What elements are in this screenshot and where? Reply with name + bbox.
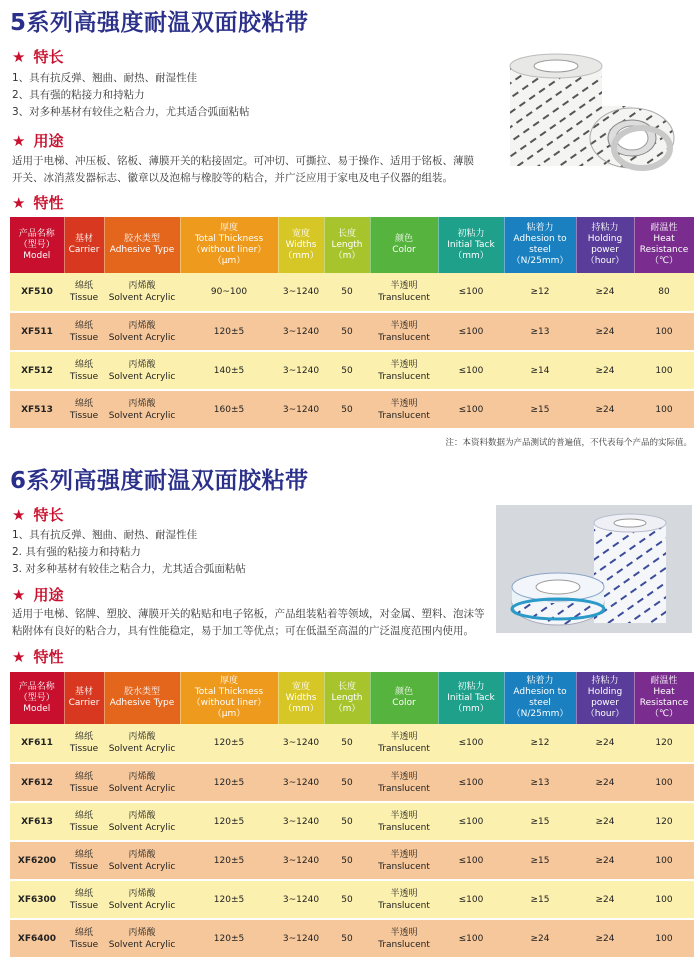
cell-heat: 80 bbox=[634, 273, 694, 312]
col-width-header: 宽度 Widths （mm） bbox=[278, 217, 324, 273]
cell-adhesive: 丙烯酸 Solvent Acrylic bbox=[104, 763, 180, 802]
cell-holding: ≥24 bbox=[576, 763, 634, 802]
cell-length: 50 bbox=[324, 724, 370, 763]
table-row bbox=[10, 919, 694, 958]
section5-features-heading bbox=[12, 46, 63, 67]
table-row bbox=[10, 351, 694, 390]
cell-color: 半透明 Translucent bbox=[370, 724, 438, 763]
section6-features-title: 特长 bbox=[33, 506, 64, 524]
cell-adhesion: ≥15 bbox=[504, 802, 576, 841]
cell-holding: ≥24 bbox=[576, 351, 634, 390]
cell-adhesive: 丙烯酸 Solvent Acrylic bbox=[104, 724, 180, 763]
cell-heat: 120 bbox=[634, 724, 694, 763]
cell-thickness: 120±5 bbox=[180, 841, 278, 880]
cell-heat: 100 bbox=[634, 919, 694, 958]
cell-holding: ≥24 bbox=[576, 802, 634, 841]
cell-adhesion: ≥13 bbox=[504, 312, 576, 351]
table-row bbox=[10, 880, 694, 919]
cell-length: 50 bbox=[324, 880, 370, 919]
cell-color: 半透明 Translucent bbox=[370, 802, 438, 841]
cell-adhesive: 丙烯酸 Solvent Acrylic bbox=[104, 351, 180, 390]
cell-tack: ≤100 bbox=[438, 351, 504, 390]
section6-spec-table bbox=[10, 672, 695, 959]
col-width-header: 宽度 Widths （mm） bbox=[278, 672, 324, 724]
cell-thickness: 120±5 bbox=[180, 763, 278, 802]
cell-model: XF612 bbox=[10, 763, 64, 802]
section6-usage-title: 用途 bbox=[33, 586, 64, 604]
section6-features-list bbox=[12, 527, 246, 578]
col-tack-header: 初粘力 Initial Tack （mm） bbox=[438, 672, 504, 724]
cell-holding: ≥24 bbox=[576, 919, 634, 958]
cell-adhesion: ≥12 bbox=[504, 724, 576, 763]
cell-color: 半透明 Translucent bbox=[370, 273, 438, 312]
cell-model: XF613 bbox=[10, 802, 64, 841]
cell-color: 半透明 Translucent bbox=[370, 841, 438, 880]
col-color-header: 颜色 Color bbox=[370, 672, 438, 724]
cell-model: XF611 bbox=[10, 724, 64, 763]
data-disclaimer-note: 注：本资料数据为产品测试的普遍值，不代表每个产品的实际值。 bbox=[445, 438, 692, 448]
cell-heat: 100 bbox=[634, 351, 694, 390]
cell-holding: ≥24 bbox=[576, 724, 634, 763]
cell-tack: ≤100 bbox=[438, 390, 504, 429]
cell-width: 3~1240 bbox=[278, 802, 324, 841]
cell-holding: ≥24 bbox=[576, 880, 634, 919]
usage-line: 适用于电梯、冲压板、铭板、薄膜开关的粘接固定。可冲切、可撕拉、易于操作、适用于铭板、薄膜 bbox=[12, 155, 474, 167]
section6-props-heading bbox=[12, 646, 63, 667]
cell-thickness: 120±5 bbox=[180, 312, 278, 351]
star-icon: ★ bbox=[12, 648, 26, 666]
table-row bbox=[10, 724, 694, 763]
cell-color: 半透明 Translucent bbox=[370, 351, 438, 390]
col-adhesion-header: 粘着力 Adhesion to steel （N/25mm） bbox=[504, 217, 576, 273]
cell-tack: ≤100 bbox=[438, 312, 504, 351]
cell-length: 50 bbox=[324, 802, 370, 841]
cell-thickness: 120±5 bbox=[180, 802, 278, 841]
cell-adhesive: 丙烯酸 Solvent Acrylic bbox=[104, 919, 180, 958]
tape-rolls-photo bbox=[492, 46, 692, 174]
cell-color: 半透明 Translucent bbox=[370, 763, 438, 802]
table-row bbox=[10, 390, 694, 429]
col-tack-header: 初粘力 Initial Tack （mm） bbox=[438, 217, 504, 273]
section5-props-title: 特性 bbox=[33, 194, 64, 212]
section5-usage-heading bbox=[12, 130, 63, 151]
cell-tack: ≤100 bbox=[438, 880, 504, 919]
feature-item: 2、具有强的粘接力和持粘力 bbox=[12, 89, 145, 101]
cell-adhesive: 丙烯酸 Solvent Acrylic bbox=[104, 880, 180, 919]
cell-adhesive: 丙烯酸 Solvent Acrylic bbox=[104, 273, 180, 312]
cell-model: XF512 bbox=[10, 351, 64, 390]
col-carrier-header: 基材 Carrier bbox=[64, 217, 104, 273]
cell-heat: 100 bbox=[634, 880, 694, 919]
table-row bbox=[10, 273, 694, 312]
cell-adhesion: ≥13 bbox=[504, 763, 576, 802]
cell-color: 半透明 Translucent bbox=[370, 390, 438, 429]
cell-carrier: 绵纸 Tissue bbox=[64, 880, 104, 919]
cell-adhesive: 丙烯酸 Solvent Acrylic bbox=[104, 312, 180, 351]
cell-model: XF6200 bbox=[10, 841, 64, 880]
cell-holding: ≥24 bbox=[576, 273, 634, 312]
table-header-row bbox=[10, 217, 694, 273]
star-icon: ★ bbox=[12, 194, 26, 212]
cell-length: 50 bbox=[324, 390, 370, 429]
cell-heat: 100 bbox=[634, 841, 694, 880]
col-heat-header: 耐温性 Heat Resistance （℃） bbox=[634, 217, 694, 273]
cell-adhesive: 丙烯酸 Solvent Acrylic bbox=[104, 390, 180, 429]
col-adhesive-header: 胶水类型 Adhesive Type bbox=[104, 672, 180, 724]
table-row bbox=[10, 312, 694, 351]
col-model-header: 产品名称 （型号） Model bbox=[10, 217, 64, 273]
cell-thickness: 140±5 bbox=[180, 351, 278, 390]
section5-features-title: 特长 bbox=[33, 48, 64, 66]
col-thickness-header: 厚度 Total Thickness （without liner） （μm） bbox=[180, 672, 278, 724]
cell-adhesion: ≥15 bbox=[504, 390, 576, 429]
cell-carrier: 绵纸 Tissue bbox=[64, 724, 104, 763]
cell-width: 3~1240 bbox=[278, 763, 324, 802]
cell-adhesion: ≥24 bbox=[504, 919, 576, 958]
cell-color: 半透明 Translucent bbox=[370, 919, 438, 958]
col-length-header: 长度 Length （m） bbox=[324, 217, 370, 273]
cell-width: 3~1240 bbox=[278, 312, 324, 351]
section5-usage-title: 用途 bbox=[33, 132, 64, 150]
feature-item: 3. 对多种基材有较佳之粘合力，尤其适合弧面粘帖 bbox=[12, 563, 246, 575]
cell-length: 50 bbox=[324, 841, 370, 880]
feature-item: 1、具有抗反弹、翘曲、耐热、耐湿性佳 bbox=[12, 529, 198, 541]
section5-title: 5系列高强度耐温双面胶粘带 bbox=[10, 10, 309, 36]
cell-carrier: 绵纸 Tissue bbox=[64, 312, 104, 351]
cell-width: 3~1240 bbox=[278, 724, 324, 763]
cell-adhesion: ≥12 bbox=[504, 273, 576, 312]
cell-heat: 100 bbox=[634, 763, 694, 802]
col-color-header: 颜色 Color bbox=[370, 217, 438, 273]
cell-thickness: 160±5 bbox=[180, 390, 278, 429]
col-adhesion-header: 粘着力 Adhesion to steel （N/25mm） bbox=[504, 672, 576, 724]
col-holding-header: 持粘力 Holding power （hour） bbox=[576, 672, 634, 724]
cell-model: XF511 bbox=[10, 312, 64, 351]
feature-item: 1、具有抗反弹、翘曲、耐热、耐湿性佳 bbox=[12, 72, 198, 84]
section5-usage-text bbox=[12, 153, 474, 187]
cell-carrier: 绵纸 Tissue bbox=[64, 390, 104, 429]
cell-color: 半透明 Translucent bbox=[370, 880, 438, 919]
cell-thickness: 120±5 bbox=[180, 880, 278, 919]
cell-adhesive: 丙烯酸 Solvent Acrylic bbox=[104, 841, 180, 880]
cell-carrier: 绵纸 Tissue bbox=[64, 273, 104, 312]
cell-length: 50 bbox=[324, 273, 370, 312]
cell-thickness: 90~100 bbox=[180, 273, 278, 312]
cell-width: 3~1240 bbox=[278, 390, 324, 429]
usage-line: 粘附体有良好的粘合力，具有性能稳定，易于加工等优点；可在低温至高温的广泛温度范围内使用。 bbox=[12, 625, 474, 637]
cell-tack: ≤100 bbox=[438, 724, 504, 763]
section6-features-heading bbox=[12, 504, 63, 525]
cell-color: 半透明 Translucent bbox=[370, 312, 438, 351]
cell-model: XF513 bbox=[10, 390, 64, 429]
star-icon: ★ bbox=[12, 48, 26, 66]
usage-line: 开关、冰消蒸发器标志、徽章以及泡棉与橡胶等的粘合，并广泛应用于家电及电子仪器的组装。 bbox=[12, 172, 453, 184]
cell-adhesion: ≥15 bbox=[504, 841, 576, 880]
section6-usage-text bbox=[12, 606, 485, 640]
section6-title: 6系列高强度耐温双面胶粘带 bbox=[10, 468, 309, 494]
cell-holding: ≥24 bbox=[576, 390, 634, 429]
cell-length: 50 bbox=[324, 351, 370, 390]
cell-length: 50 bbox=[324, 919, 370, 958]
col-model-header: 产品名称 （型号） Model bbox=[10, 672, 64, 724]
section6-props-title: 特性 bbox=[33, 648, 64, 666]
col-thickness-header: 厚度 Total Thickness （without liner） （μm） bbox=[180, 217, 278, 273]
table-header-row bbox=[10, 672, 694, 724]
cell-holding: ≥24 bbox=[576, 841, 634, 880]
cell-thickness: 120±5 bbox=[180, 724, 278, 763]
cell-width: 3~1240 bbox=[278, 919, 324, 958]
table-row bbox=[10, 802, 694, 841]
col-length-header: 长度 Length （m） bbox=[324, 672, 370, 724]
col-holding-header: 持粘力 Holding power （hour） bbox=[576, 217, 634, 273]
cell-tack: ≤100 bbox=[438, 273, 504, 312]
cell-adhesive: 丙烯酸 Solvent Acrylic bbox=[104, 802, 180, 841]
cell-width: 3~1240 bbox=[278, 351, 324, 390]
section5-features-list bbox=[12, 70, 250, 121]
table-row bbox=[10, 763, 694, 802]
cell-holding: ≥24 bbox=[576, 312, 634, 351]
cell-tack: ≤100 bbox=[438, 919, 504, 958]
cell-carrier: 绵纸 Tissue bbox=[64, 919, 104, 958]
section6-usage-heading bbox=[12, 584, 63, 605]
section5-props-heading bbox=[12, 192, 63, 213]
feature-item: 3、对多种基材有较佳之粘合力，尤其适合弧面粘帖 bbox=[12, 106, 250, 118]
cell-model: XF6300 bbox=[10, 880, 64, 919]
cell-thickness: 120±5 bbox=[180, 919, 278, 958]
star-icon: ★ bbox=[12, 586, 26, 604]
cell-adhesion: ≥15 bbox=[504, 880, 576, 919]
feature-item: 2. 具有强的粘接力和持粘力 bbox=[12, 546, 141, 558]
cell-heat: 100 bbox=[634, 312, 694, 351]
section5-spec-table bbox=[10, 217, 695, 430]
star-icon: ★ bbox=[12, 132, 26, 150]
cell-width: 3~1240 bbox=[278, 273, 324, 312]
cell-length: 50 bbox=[324, 763, 370, 802]
cell-carrier: 绵纸 Tissue bbox=[64, 351, 104, 390]
cell-model: XF510 bbox=[10, 273, 64, 312]
cell-carrier: 绵纸 Tissue bbox=[64, 763, 104, 802]
cell-heat: 120 bbox=[634, 802, 694, 841]
cell-width: 3~1240 bbox=[278, 841, 324, 880]
cell-carrier: 绵纸 Tissue bbox=[64, 802, 104, 841]
cell-tack: ≤100 bbox=[438, 841, 504, 880]
col-adhesive-header: 胶水类型 Adhesive Type bbox=[104, 217, 180, 273]
cell-model: XF6400 bbox=[10, 919, 64, 958]
cell-length: 50 bbox=[324, 312, 370, 351]
cell-heat: 100 bbox=[634, 390, 694, 429]
usage-line: 适用于电梯、铭牌、塑胶、薄膜开关的粘贴和电子铭板，产品组装粘着等领域，对金属、塑料、泡沫等 bbox=[12, 608, 485, 620]
star-icon: ★ bbox=[12, 506, 26, 524]
table-row bbox=[10, 841, 694, 880]
cell-width: 3~1240 bbox=[278, 880, 324, 919]
col-heat-header: 耐温性 Heat Resistance （℃） bbox=[634, 672, 694, 724]
cell-tack: ≤100 bbox=[438, 763, 504, 802]
cell-tack: ≤100 bbox=[438, 802, 504, 841]
col-carrier-header: 基材 Carrier bbox=[64, 672, 104, 724]
cell-carrier: 绵纸 Tissue bbox=[64, 841, 104, 880]
tape-rolls-photo bbox=[496, 505, 692, 633]
cell-adhesion: ≥14 bbox=[504, 351, 576, 390]
